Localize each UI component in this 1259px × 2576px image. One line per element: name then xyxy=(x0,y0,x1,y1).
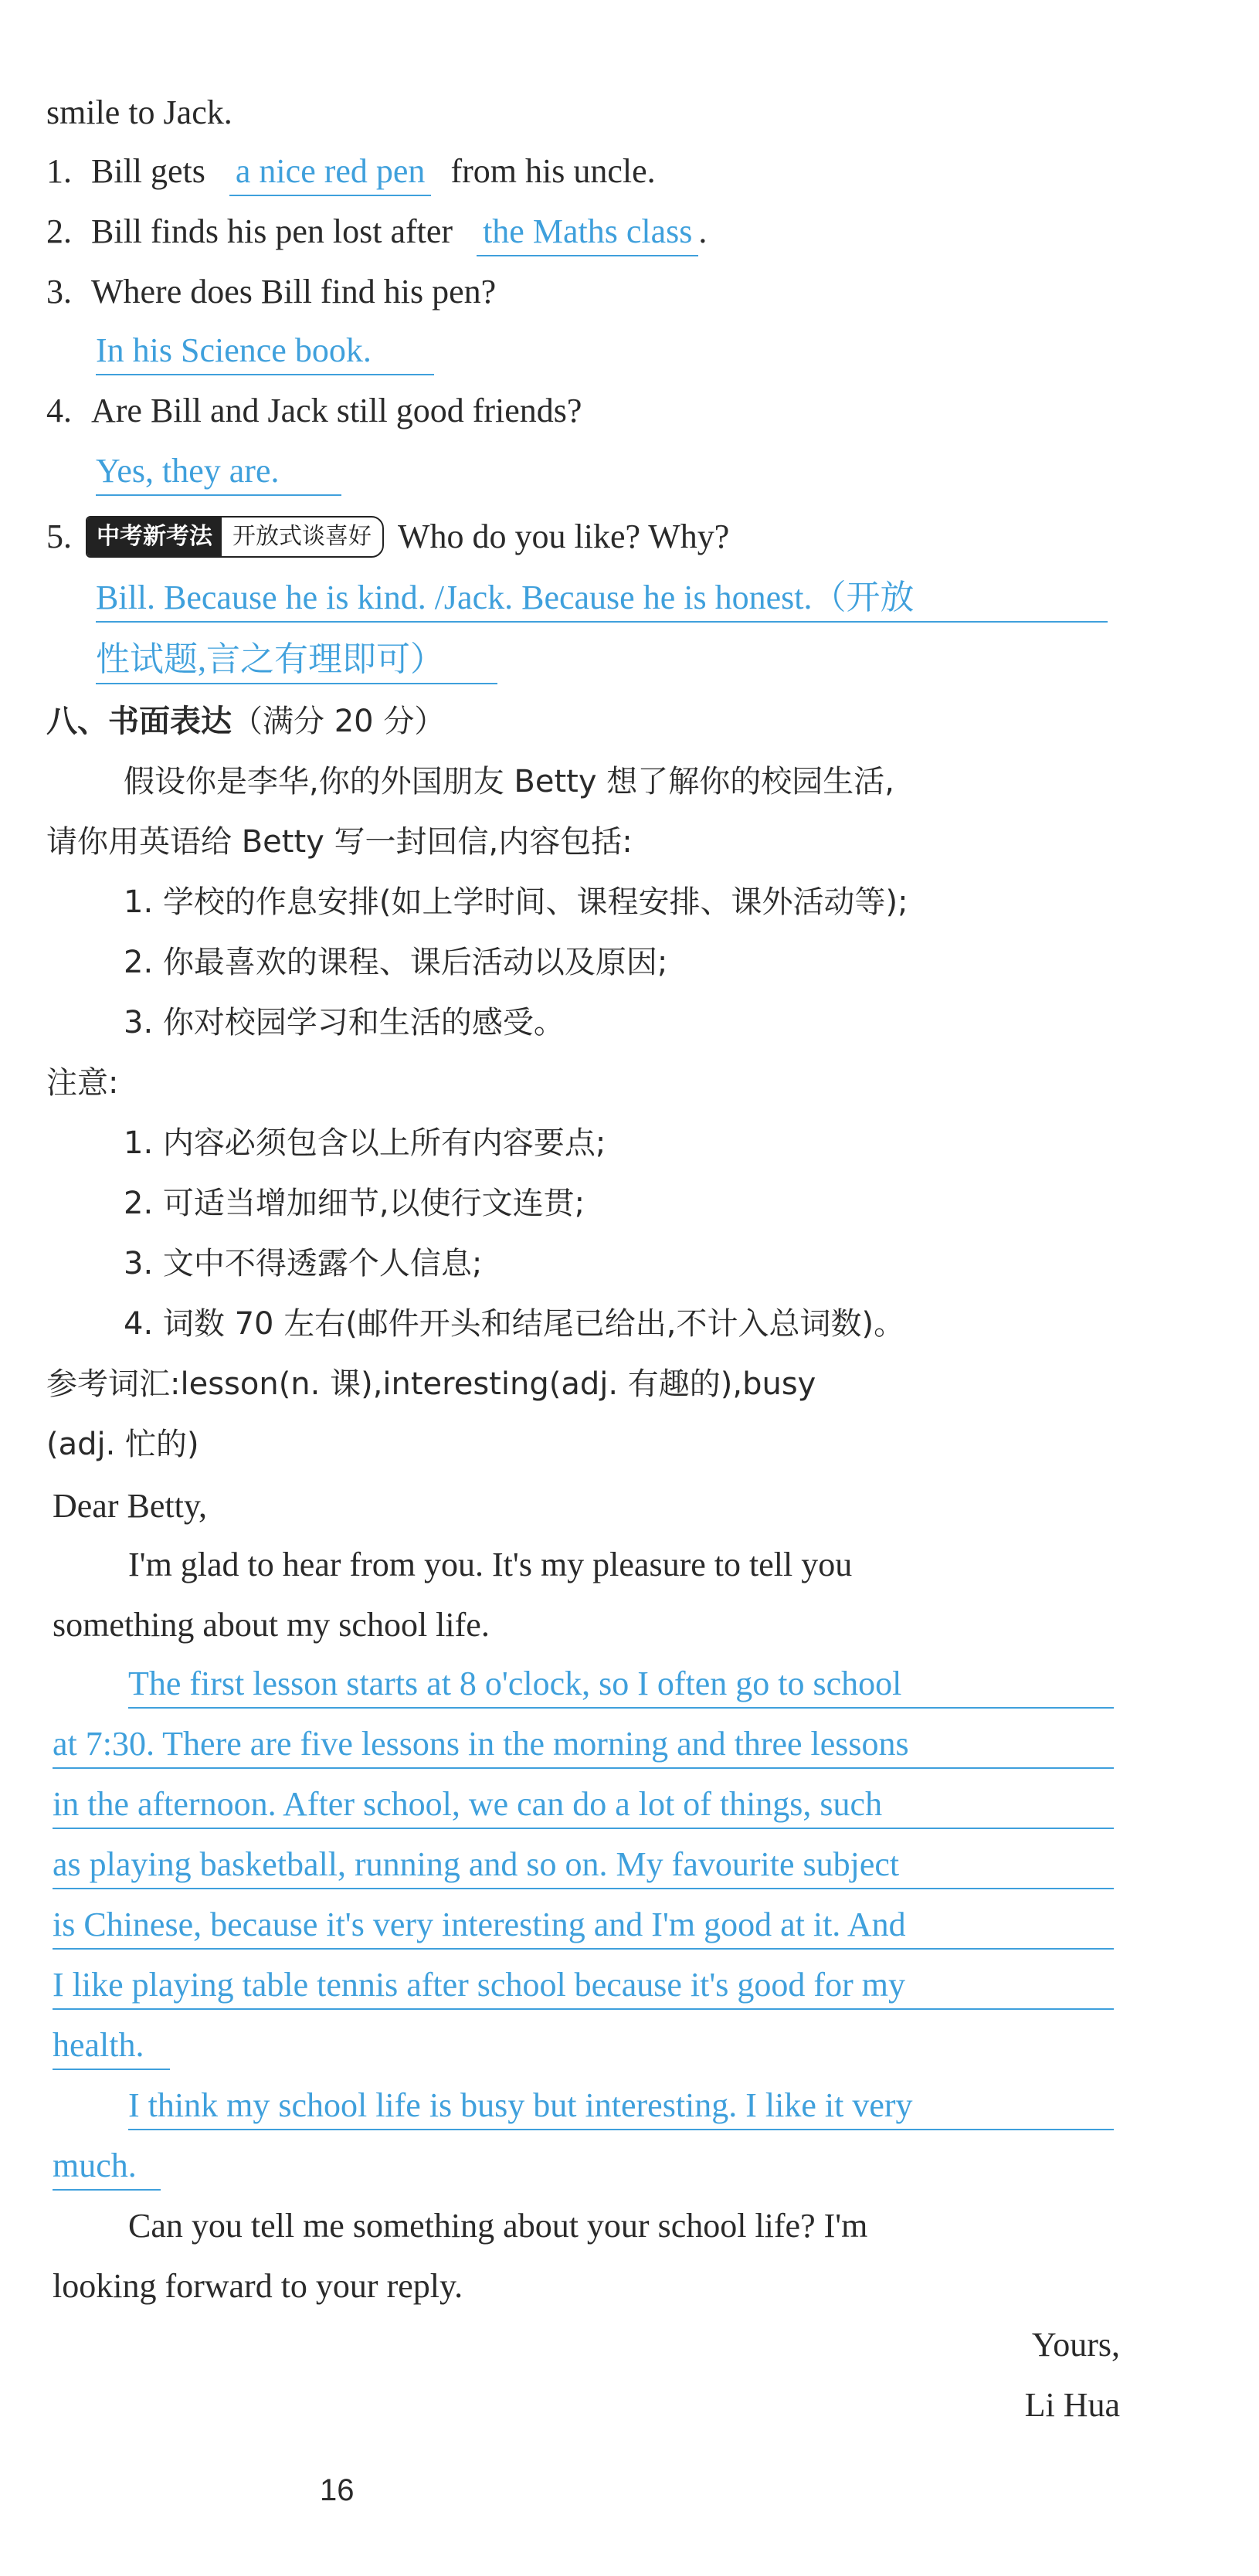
letter-signature: Li Hua xyxy=(1024,2386,1120,2424)
answer-1: a nice red pen xyxy=(229,152,432,196)
note-1: 1. 内容必须包含以上所有内容要点; xyxy=(124,1125,606,1161)
question-3: 3. Where does Bill find his pen? xyxy=(46,273,497,311)
answer-p1-line-7: health. xyxy=(53,2028,170,2070)
answer-p1-line-5: is Chinese, because it's very interesting and I'm good at it. And xyxy=(53,1908,1114,1950)
letter-p1-line-1: I'm glad to hear from you. It's my pleasure to tell you xyxy=(128,1546,853,1583)
content-item-1: 1. 学校的作息安排(如上学时间、课程安排、课外活动等); xyxy=(124,884,908,920)
answer-p2-line-2: much. xyxy=(53,2149,161,2191)
answer-p1-line-4: as playing basketball, running and so on. My favourite subject xyxy=(53,1848,1114,1889)
answer-p1-line-2: at 7:30. There are five lessons in the morning and three lessons xyxy=(53,1727,1114,1769)
content-item-2: 2. 你最喜欢的课程、课后活动以及原因; xyxy=(124,945,668,980)
question-5: 5. 中考新考法 开放式谈喜好 Who do you like? Why? xyxy=(46,516,729,558)
section-8-intro-1: 假设你是李华,你的外国朋友 Betty 想了解你的校园生活, xyxy=(124,764,894,799)
question-4: 4. Are Bill and Jack still good friends? xyxy=(46,392,582,429)
answer-p1-line-3: in the afternoon. After school, we can do a lot of things, such xyxy=(53,1787,1114,1829)
notes-label: 注意: xyxy=(46,1065,119,1101)
content-item-3: 3. 你对校园学习和生活的感受。 xyxy=(124,1005,565,1040)
vocab-line-2: (adj. 忙的) xyxy=(46,1427,199,1462)
page-number: 16 xyxy=(320,2473,355,2507)
letter-p1-line-2: something about my school life. xyxy=(53,1606,490,1644)
letter-closing-line-2: looking forward to your reply. xyxy=(53,2267,463,2305)
answer-2: the Maths class xyxy=(477,212,698,256)
answer-4: Yes, they are. xyxy=(96,454,341,496)
answer-5-line-1: Bill. Because he is kind. /Jack. Because he is honest.（开放 xyxy=(96,581,1108,623)
letter-signoff: Yours, xyxy=(1031,2326,1120,2364)
letter-closing-line-1: Can you tell me something about your school life? I'm xyxy=(128,2207,868,2245)
new-exam-tag: 中考新考法 开放式谈喜好 xyxy=(86,516,384,558)
answer-p2-line-1: I think my school life is busy but interesting. I like it very xyxy=(128,2089,1114,2130)
passage-tail: smile to Jack. xyxy=(46,93,232,131)
section-8-heading: 八、书面表达（满分 20 分） xyxy=(46,704,446,739)
question-1: 1. Bill gets a nice red pen from his uncle. xyxy=(46,154,656,188)
answer-p1-line-6: I like playing table tennis after school because it's good for my xyxy=(53,1968,1114,2010)
section-8-intro-2: 请你用英语给 Betty 写一封回信,内容包括: xyxy=(46,824,633,860)
letter-greeting: Dear Betty, xyxy=(53,1487,207,1525)
note-2: 2. 可适当增加细节,以使行文连贯; xyxy=(124,1186,585,1221)
note-3: 3. 文中不得透露个人信息; xyxy=(124,1246,483,1281)
answer-3: In his Science book. xyxy=(96,334,434,375)
answer-5-line-2: 性试题,言之有理即可） xyxy=(96,643,497,684)
note-4: 4. 词数 70 左右(邮件开头和结尾已给出,不计入总词数)。 xyxy=(124,1306,905,1342)
question-2: 2. Bill finds his pen lost after the Maths class . xyxy=(46,215,707,249)
vocab-line-1: 参考词汇:lesson(n. 课),interesting(adj. 有趣的),busy xyxy=(46,1366,816,1402)
answer-p1-line-1: The first lesson starts at 8 o'clock, so I often go to school xyxy=(128,1667,1114,1709)
